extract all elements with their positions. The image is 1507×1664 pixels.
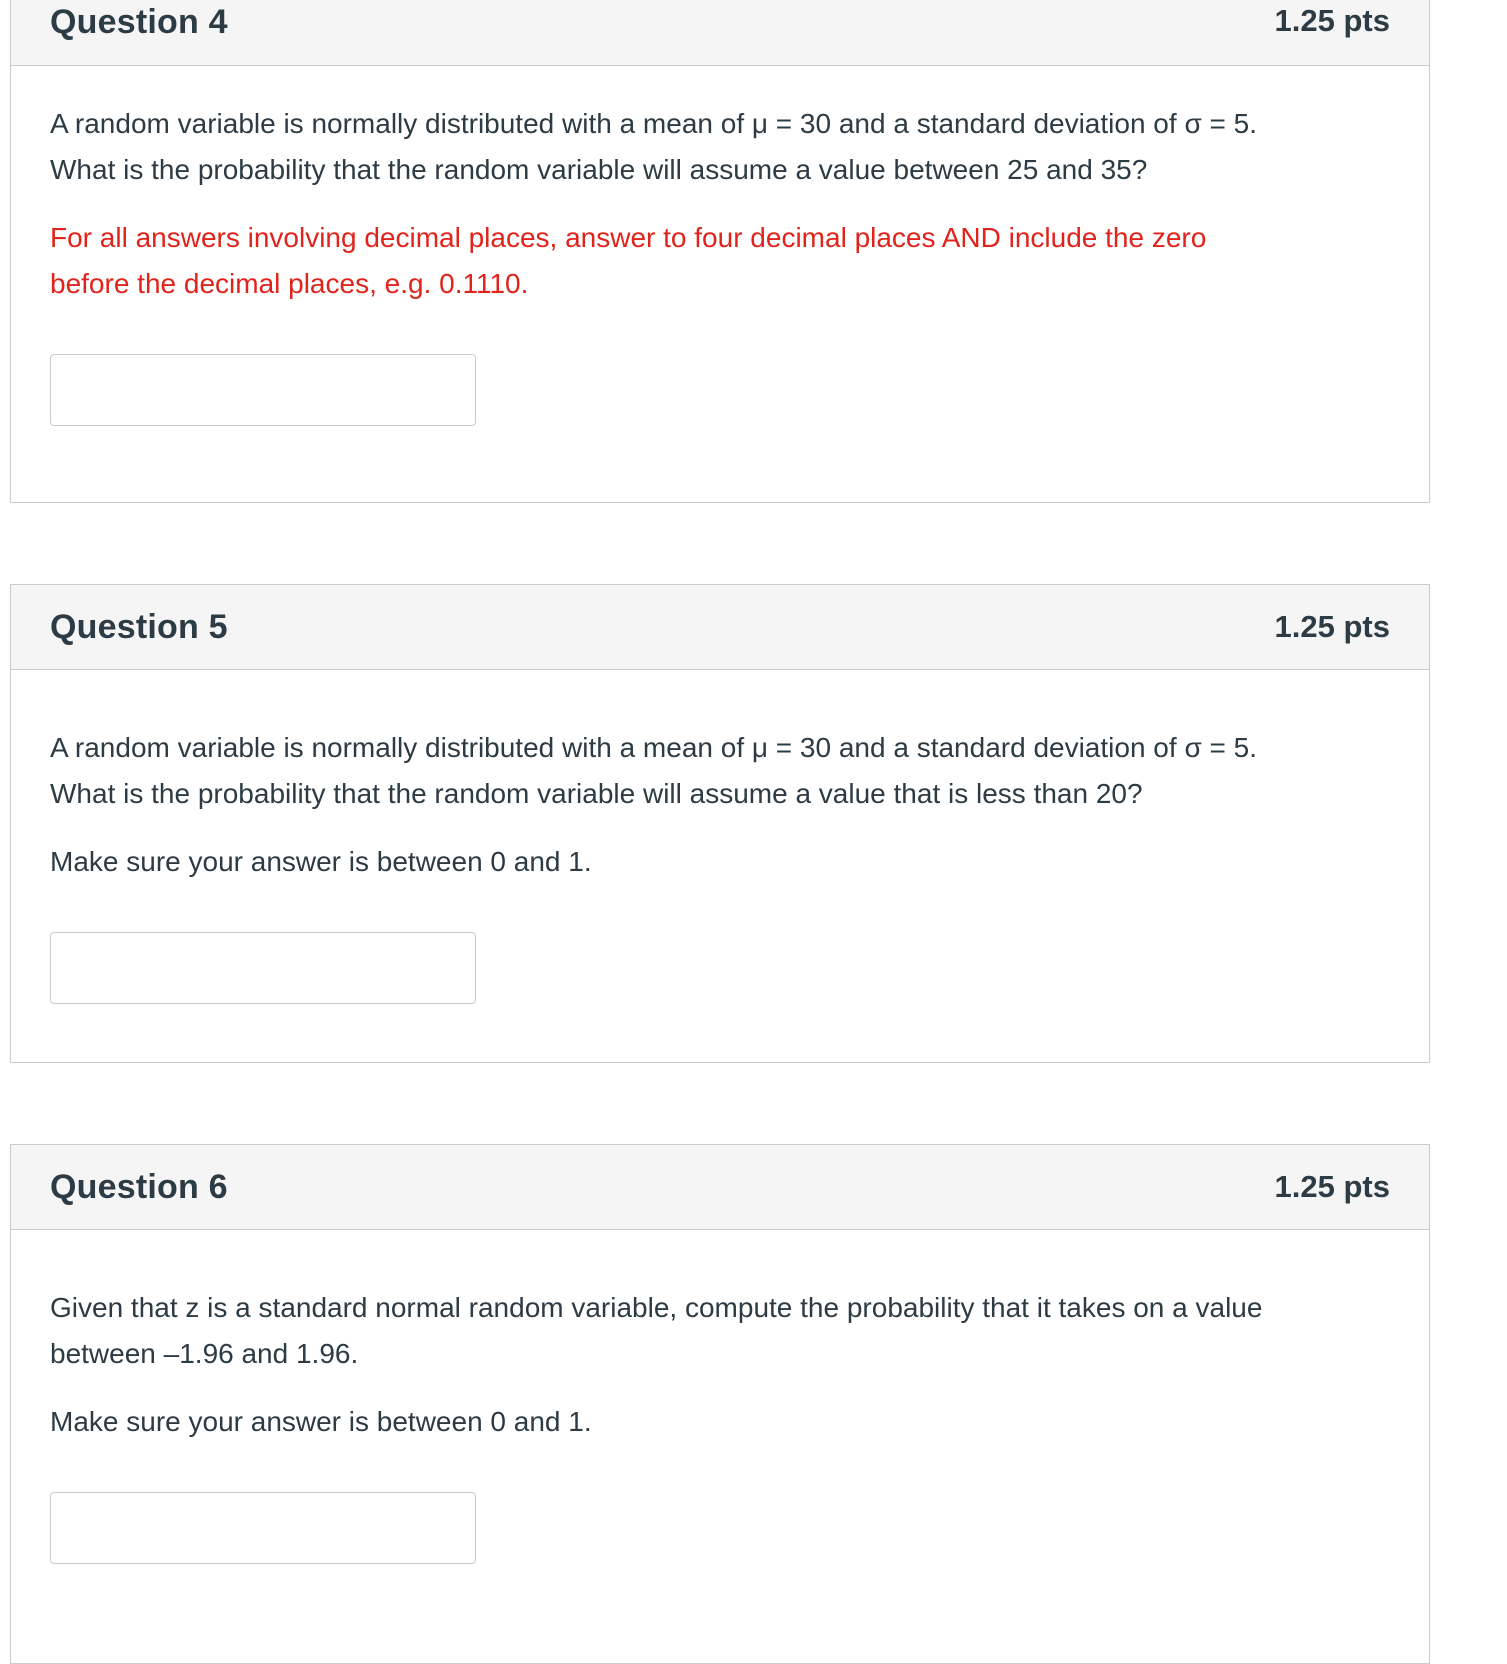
question-title: Question 6: [50, 1168, 228, 1206]
question-text: [50, 1285, 1390, 1377]
question-text-line: What is the probability that the random variable will assume a value that is less than 20?: [50, 778, 1143, 809]
answer-input[interactable]: [50, 354, 476, 426]
answer-input[interactable]: [50, 1492, 476, 1564]
question-header: [11, 1145, 1429, 1230]
question-title: Question 5: [50, 608, 228, 646]
question-text-line: between –1.96 and 1.96.: [50, 1338, 359, 1369]
question-text-line: Given that z is a standard normal random variable, compute the probability that it takes on a value: [50, 1292, 1263, 1323]
question-title: Question 4: [50, 3, 228, 41]
answer-range-note: Make sure your answer is between 0 and 1.: [50, 846, 592, 877]
question-6-card: [10, 1144, 1430, 1664]
question-body: [11, 101, 1429, 426]
question-text-line: A random variable is normally distributed with a mean of μ = 30 and a standard deviation of σ = 5.: [50, 732, 1257, 763]
answer-input[interactable]: [50, 932, 476, 1004]
question-text: [50, 101, 1390, 193]
question-header: [11, 585, 1429, 670]
question-4-card: [10, 0, 1430, 503]
instruction-line: before the decimal places, e.g. 0.1110.: [50, 268, 529, 299]
question-body: [11, 725, 1429, 1004]
question-points: 1.25 pts: [1274, 609, 1390, 644]
question-text: [50, 725, 1390, 817]
question-5-card: [10, 584, 1430, 1063]
question-points: 1.25 pts: [1274, 3, 1390, 38]
question-body: [11, 1285, 1429, 1564]
question-text-line: A random variable is normally distributed with a mean of μ = 30 and a standard deviation of σ = 5.: [50, 108, 1257, 139]
question-header: [11, 0, 1429, 66]
decimal-instructions: [50, 215, 1390, 307]
question-points: 1.25 pts: [1274, 1169, 1390, 1204]
answer-range-note: Make sure your answer is between 0 and 1.: [50, 1406, 592, 1437]
question-text-line: What is the probability that the random variable will assume a value between 25 and 35?: [50, 154, 1148, 185]
instruction-line: For all answers involving decimal places, answer to four decimal places AND include the zero: [50, 222, 1207, 253]
